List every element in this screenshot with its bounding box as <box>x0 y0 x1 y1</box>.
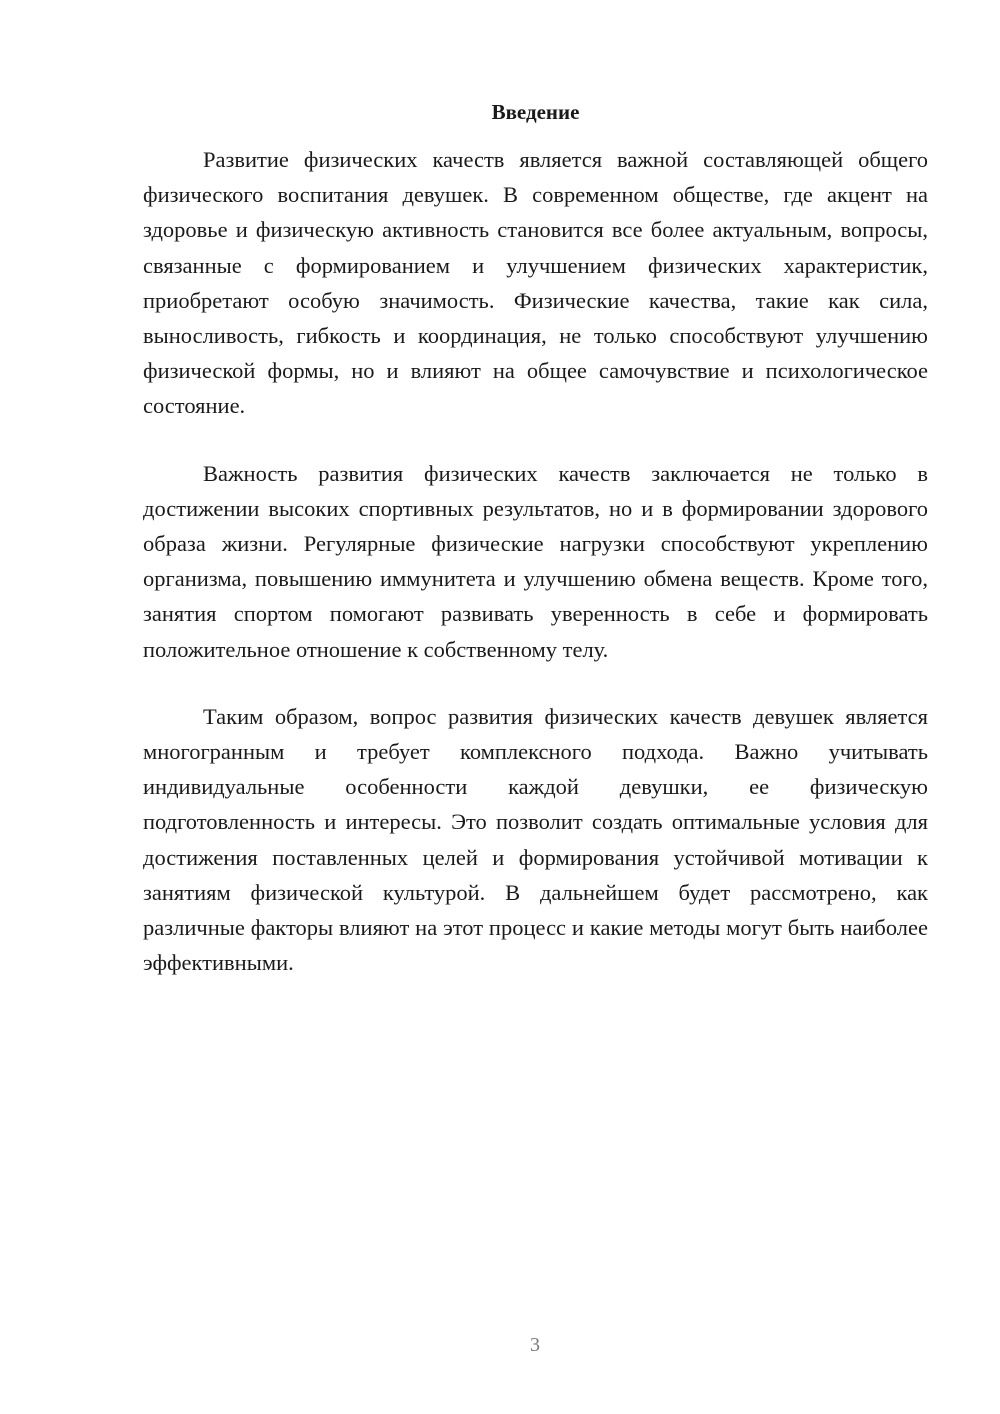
page-number: 3 <box>530 1334 540 1356</box>
paragraph-2: Важность развития физических качеств заключается не только в достижении высоких спортивных результатов, но и в формировании здорового образа жизни. Регулярные физические нагрузки способствуют укреплению организма, повышению иммунитета и улучшению обмена веществ. Кроме того, занятия спортом помогают развивать уверенность в себе и формировать положительное отношение к собственному телу. <box>143 460 928 662</box>
paragraph-3: Таким образом, вопрос развития физических качеств девушек является многогранным и требует комплексного подхода. Важно учитывать индивидуальные особенности каждой девушки, ее физическую подготовленность и интересы. Это позволит создать оптимальные условия для достижения поставленных целей и формирования устойчивой мотивации к занятиям физической культурой. В дальнейшем будет рассмотрено, как различные факторы влияют на этот процесс и какие методы могут быть наиболее эффективными. <box>143 703 928 976</box>
body-text <box>143 142 928 1012</box>
paragraph-1: Развитие физических качеств является важной составляющей общего физического воспитания девушек. В современном обществе, где акцент на здоровье и физическую активность становится все более актуальным, вопросы, связанные с формированием и улучшением физических характеристик, приобретают особую значимость. Физические качества, такие как сила, выносливость, гибкость и координация, не только способствуют улучшению физической формы, но и влияют на общее самочувствие и психологическое состояние. <box>143 147 928 419</box>
section-heading: Введение <box>491 100 580 124</box>
